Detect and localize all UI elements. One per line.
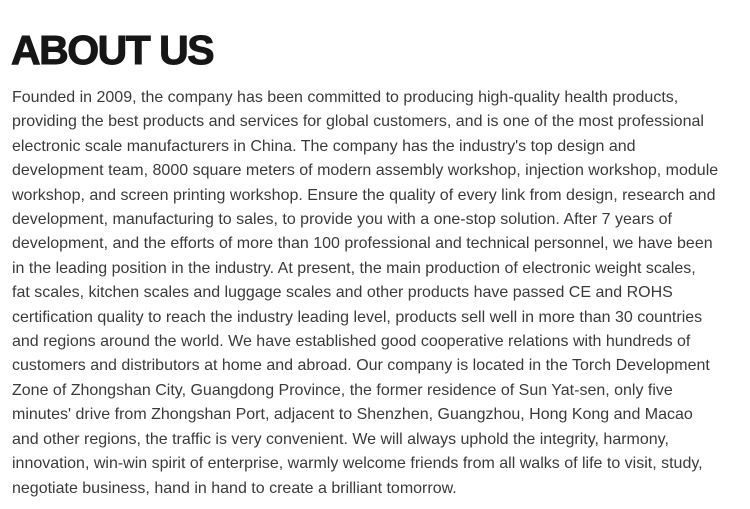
paragraph-line: and other regions, the traffic is very convenient. We will always uphold the integrity, harmony,: [12, 430, 669, 448]
paragraph-line: providing the best products and services for global customers, and is one of the most professional: [12, 113, 704, 131]
paragraph-line: workshop, and screen printing workshop. Ensure the quality of every link from design, research and: [12, 186, 716, 204]
paragraph-line: certification quality to reach the industry leading level, products sell well in more than 30 countries: [12, 308, 703, 326]
page-title: ABOUT US: [11, 27, 214, 73]
paragraph-line: development, manufacturing to sales, to provide you with a one-stop solution. After 7 years of: [12, 211, 672, 229]
paragraph-line: development team, 8000 square meters of modern assembly workshop, injection workshop, module: [12, 162, 719, 180]
paragraph-line: in the leading position in the industry. At present, the main production of electronic weight scales,: [12, 259, 696, 277]
paragraph-line: negotiate business, hand in hand to create a brilliant tomorrow.: [12, 479, 457, 497]
paragraph-line: customers and distributors at home and abroad. Our company is located in the Torch Development: [12, 357, 710, 375]
paragraph-line: fat scales, kitchen scales and luggage scales and other products have passed CE and ROHS: [12, 284, 673, 302]
paragraph-line: Zone of Zhongshan City, Guangdong Province, the former residence of Sun Yat-sen, only five: [12, 381, 673, 399]
paragraph-line: development, and the efforts of more than 100 professional and technical personnel, we have been: [12, 235, 713, 253]
paragraph-line: minutes' drive from Zhongshan Port, adjacent to Shenzhen, Guangzhou, Hong Kong and Macao: [12, 406, 693, 424]
paragraph-line: Founded in 2009, the company has been committed to producing high-quality health products,: [12, 89, 679, 106]
paragraph-line: innovation, win-win spirit of enterprise, warmly welcome friends from all walks of life to visit, study,: [12, 455, 703, 473]
about-paragraph: [12, 86, 748, 501]
paragraph-line: electronic scale manufacturers in China. The company has the industry's top design and: [12, 137, 636, 155]
paragraph-line: and regions around the world. We have established good cooperative relations with hundreds of: [12, 333, 691, 351]
